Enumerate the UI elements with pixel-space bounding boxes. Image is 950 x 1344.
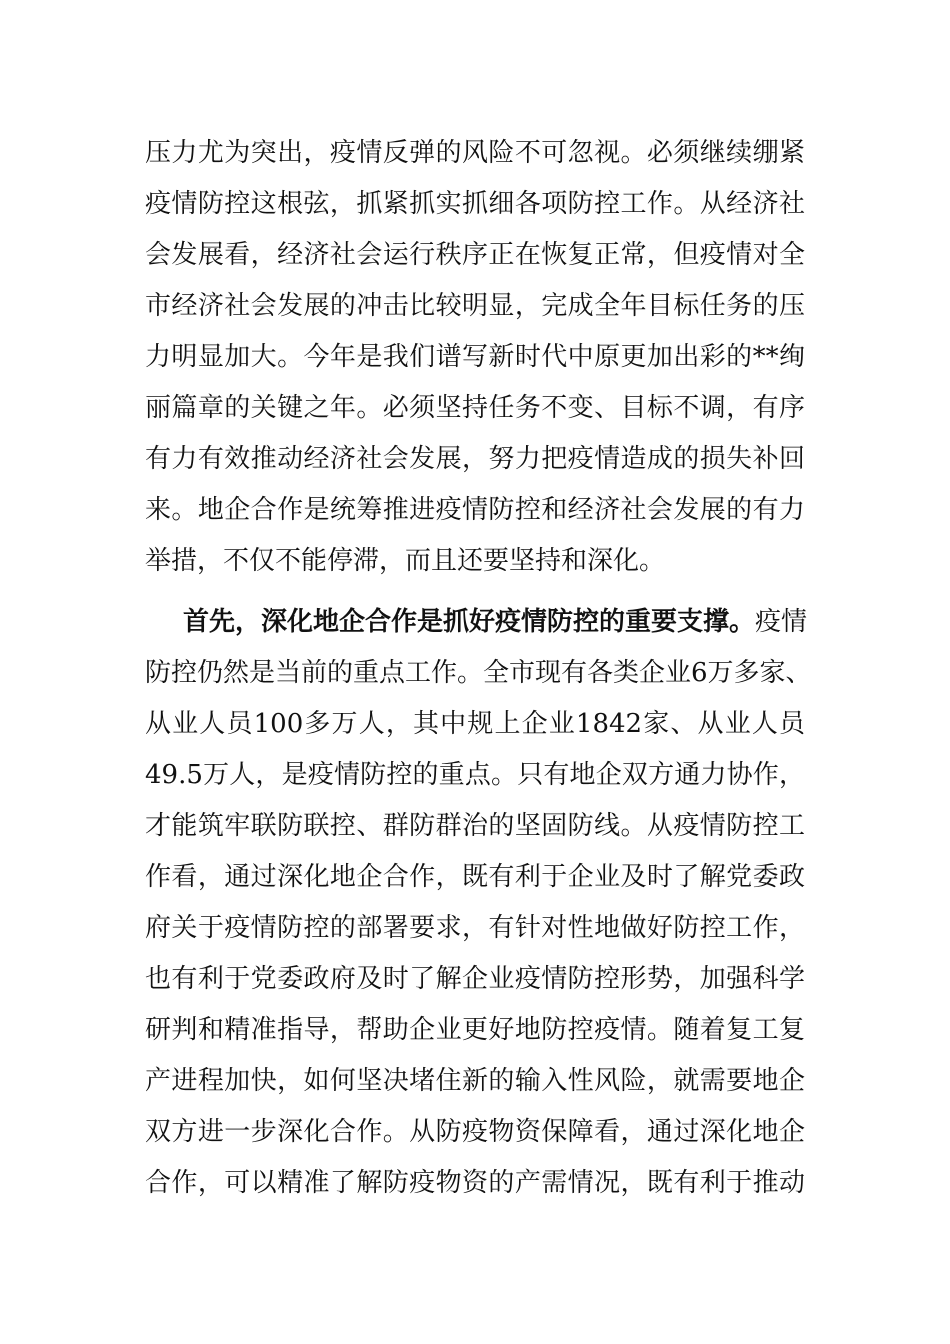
paragraph-line: 会发展看，经济社会运行秩序正在恢复正常，但疫情对全 <box>145 240 805 270</box>
paragraph-line: 从业人员100多万人，其中规上企业1842家、从业人员 <box>145 709 805 739</box>
paragraph-line: 疫情防控这根弦，抓紧抓实抓细各项防控工作。从经济社 <box>145 189 805 219</box>
paragraph-line: 产进程加快，如何坚决堵住新的输入性风险，就需要地企 <box>145 1066 805 1096</box>
paragraph-line: 合作，可以精准了解防疫物资的产需情况，既有利于推动 <box>145 1168 805 1198</box>
paragraph-line: 也有利于党委政府及时了解企业疫情防控形势，加强科学 <box>145 964 805 994</box>
paragraph-first-line <box>183 602 808 642</box>
section-heading: 首先，深化地企合作是抓好疫情防控的重要支撑。 <box>183 607 756 637</box>
paragraph-line: 才能筑牢联防联控、群防群治的坚固防线。从疫情防控工 <box>145 811 805 841</box>
paragraph-line: 压力尤为突出，疫情反弹的风险不可忽视。必须继续绷紧 <box>145 138 805 168</box>
paragraph-line: 府关于疫情防控的部署要求，有针对性地做好防控工作， <box>145 913 805 943</box>
paragraph-line: 力明显加大。今年是我们谱写新时代中原更加出彩的**绚 <box>145 342 805 372</box>
paragraph-line: 49.5万人，是疫情防控的重点。只有地企双方通力协作， <box>145 760 805 790</box>
paragraph-text: 疫情 <box>755 607 808 637</box>
paragraph-line: 双方进一步深化合作。从防疫物资保障看，通过深化地企 <box>145 1117 805 1147</box>
paragraph-line: 举措，不仅不能停滞，而且还要坚持和深化。 <box>145 546 666 576</box>
paragraph-line: 研判和精准指导，帮助企业更好地防控疫情。随着复工复 <box>145 1015 805 1045</box>
paragraph-line: 来。地企合作是统筹推进疫情防控和经济社会发展的有力 <box>145 495 805 525</box>
paragraph-line: 有力有效推动经济社会发展，努力把疫情造成的损失补回 <box>145 444 805 474</box>
paragraph-line: 作看，通过深化地企合作，既有利于企业及时了解党委政 <box>145 862 805 892</box>
paragraph-line: 防控仍然是当前的重点工作。全市现有各类企业6万多家、 <box>145 658 812 688</box>
paragraph-line: 丽篇章的关键之年。必须坚持任务不变、目标不调，有序 <box>145 393 805 423</box>
paragraph-line: 市经济社会发展的冲击比较明显，完成全年目标任务的压 <box>145 291 805 321</box>
